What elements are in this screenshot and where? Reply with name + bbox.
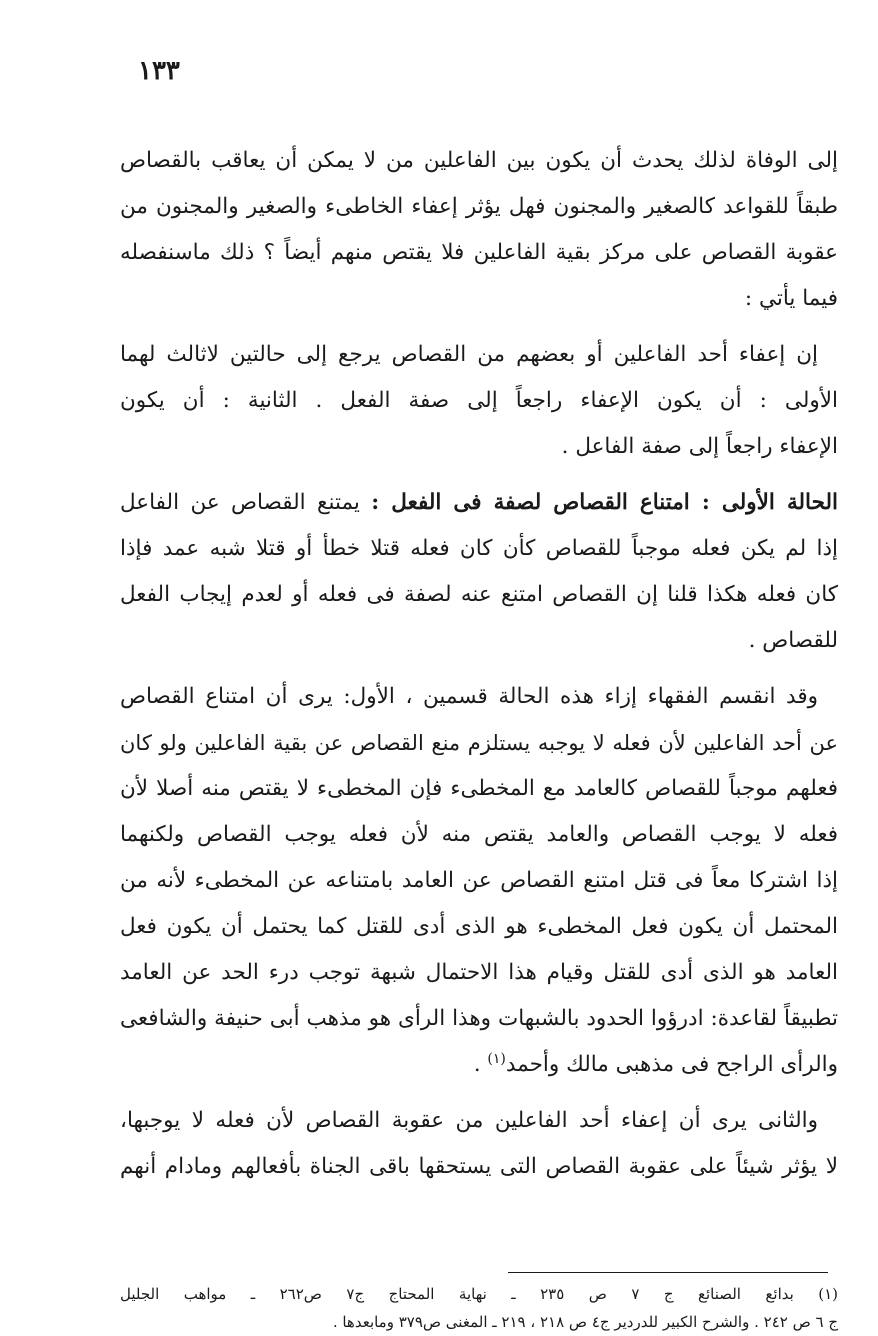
footnote-reference: (١)	[487, 1050, 506, 1067]
text-line: إذا لم يكن فعله موجباً للقصاص كأن كان فعله قتلا خطأ أو قتلا شبه عمد فإذا	[120, 536, 838, 561]
text-run: يمتنع القصاص عن الفاعل	[120, 490, 360, 515]
paragraph	[120, 332, 838, 470]
text-line: عن أحد الفاعلين لأن فعله لا يوجبه يستلزم منع القصاص عن بقية الفاعلين ولو كان	[120, 731, 838, 755]
text-run: والرأى الراجح فى مذهبى مالك وأحمد	[505, 1052, 838, 1077]
text-line: والثانى يرى أن إعفاء أحد الفاعلين من عقوبة القصاص لأن فعله لا يوجبها،	[120, 1108, 818, 1133]
text-line: تطبيقاً لقاعدة: ادرؤوا الحدود بالشبهات وهذا الرأى هو مذهب أبى حنيفة والشافعى	[120, 1006, 838, 1031]
page-number: ١٣٣	[138, 56, 180, 86]
footnote-divider	[508, 1272, 828, 1273]
text-line: فعلهم موجباً للقصاص كالعامد مع المخطىء فإن المخطىء لا يقتص منه أصلا لأن	[120, 776, 838, 801]
paragraph	[120, 480, 838, 664]
text-line: العامد هو الذى أدى للقتل وقيام هذا الاحتمال شبهة توجب درء الحد عن العامد	[120, 960, 838, 985]
text-line: فعله لا يوجب القصاص والعامد يقتص منه لأن فعله يوجب القصاص ولكنهما	[120, 822, 838, 847]
text-run: .	[473, 1052, 488, 1077]
section-heading: الحالة الأولى : امتناع القصاص لصفة فى الفعل :	[371, 490, 838, 515]
footnotes	[120, 1280, 838, 1336]
text-line: طبقاً للقواعد كالصغير والمجنون فهل يؤثر إعفاء الخاطىء والصغير والمجنون من	[120, 194, 838, 219]
text-line: إن إعفاء أحد الفاعلين أو بعضهم من القصاص يرجع إلى حالتين لاثالث لهما	[120, 342, 818, 367]
text-line	[120, 1042, 838, 1088]
paragraph	[120, 674, 838, 1088]
text-line: فيما يأتي :	[744, 286, 838, 311]
text-line: وقد انقسم الفقهاء إزاء هذه الحالة قسمين ، الأول: يرى أن امتناع القصاص	[120, 684, 818, 709]
paragraph	[120, 138, 838, 322]
footnote-line: (١) بدائع الصنائع ج ٧ ص ٢٣٥ ـ نهاية المحتاج ج٧ ص٢٦٢ ـ مواهب الجليل	[120, 1285, 839, 1303]
text-line: الإعفاء راجعاً إلى صفة الفاعل .	[561, 434, 838, 459]
footnote-line: ج ٦ ص ٢٤٢ . والشرح الكبير للدردير ج٤ ص ٢١٨ ، ٢١٩ ـ المغنى ص٣٧٩ ومابعدها .	[332, 1313, 838, 1331]
text-line: لا يؤثر شيئاً على عقوبة القصاص التى يستحقها باقى الجناة بأفعالهم ومادام أنهم	[120, 1154, 838, 1179]
text-line: كان فعله هكذا قلنا إن القصاص امتنع عنه لصفة فى فعله أو لعدم إيجاب الفعل	[120, 582, 838, 607]
text-line: الأولى : أن يكون الإعفاء راجعاً إلى صفة الفعل . الثانية : أن يكون	[120, 388, 838, 413]
text-line: إلى الوفاة لذلك يحدث أن يكون بين الفاعلين من لا يمكن أن يعاقب بالقصاص	[120, 148, 838, 173]
text-line: المحتمل أن يكون فعل المخطىء هو الذى أدى للقتل كما يحتمل أن يكون فعل	[120, 914, 838, 939]
paragraph	[120, 1098, 838, 1190]
body-text	[120, 138, 838, 1190]
text-line: عقوبة القصاص على مركز بقية الفاعلين فلا يقتص منهم أيضاً ؟ ذلك ماسنفصله	[120, 240, 838, 265]
text-line: للقصاص .	[748, 628, 838, 653]
text-line: إذا اشتركا معاً فى قتل امتنع القصاص عن العامد بامتناعه عن المخطىء لأنه من	[120, 868, 838, 893]
text-line	[120, 480, 838, 526]
